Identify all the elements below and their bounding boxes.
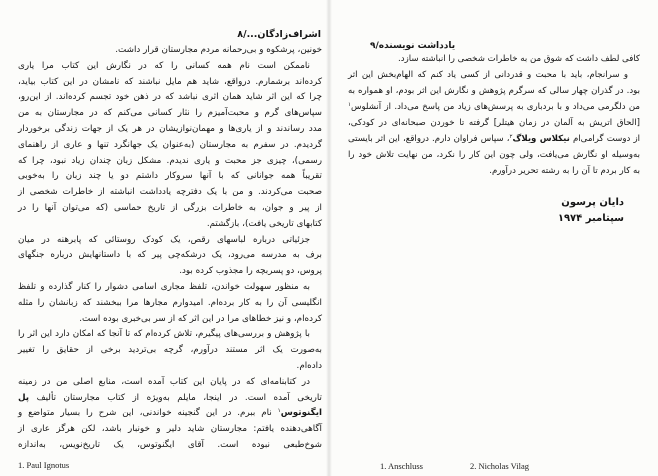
- line-text: صحبت می‌کردند. و من با یک دفترچه یادداشت انباشته از خاطرات شخصی از: [18, 187, 322, 198]
- emphasized-name: ایگنوتوس: [280, 408, 322, 419]
- line-text: سپاس‌های گرم و محبت‌آمیزم را نثار کسانی می‌کنم که در مجارستان به من: [18, 108, 322, 119]
- text-line: [18, 343, 322, 359]
- line-text: جزئیاتی درباره لباسهای رقص، یک کودک روستائی که پابرهنه در میان: [18, 234, 310, 245]
- text-line: [18, 233, 322, 249]
- line-text: رسمی)، چیزی جز محبت و یاری ندیدم. مشکل زبان چندان زیاد نبود، چرا که: [18, 155, 322, 166]
- line-text: گردیدم. در سفرم به مجارستان (به‌عنوان یک جهانگرد تنها و عاری از راهنمای: [18, 139, 322, 150]
- line-text: داده‌ام.: [296, 360, 322, 371]
- text-line: [18, 312, 322, 328]
- text-line: [18, 264, 322, 280]
- text-line: [18, 59, 322, 75]
- text-line: [348, 51, 640, 67]
- line-text: کافی لطف داشت که شوق من به خاطرات شخصی را انباشته سازد.: [398, 54, 640, 64]
- text-line: [18, 438, 322, 454]
- text-line: [18, 185, 322, 201]
- line-text: از پیر و جوان، به خاطرات بزرگی از تاریخ حماسی (که می‌توان آنها را در: [18, 202, 322, 213]
- right-page: [329, 0, 658, 476]
- line-text: و سرانجام، باید با محبت و قدردانی از کسی یاد کنم که الهام‌بخش این اثر: [348, 70, 628, 80]
- line-text: تقریباً همه جوانانی که با آنها سروکار داشتم دو یا چند زبان را به‌خوبی: [18, 171, 322, 182]
- paragraph: [18, 375, 322, 454]
- paragraph: [18, 59, 322, 233]
- line-text: [348, 134, 640, 144]
- text-run: نام ببرم. در این گنجینه خواندنی، این شرح را بسیار متواضع و: [18, 408, 278, 419]
- line-text: ناممکن است نام همه کسانی را که در نگارش این کتاب مرا یاری: [18, 60, 310, 71]
- paragraph: [348, 67, 640, 179]
- line-text: بود. در گذران چهار سالی که سرگرم پژوهش و نگارش این اثر بودم، او همواره به: [348, 86, 640, 96]
- running-head: اشراف‌زادگان.../۸: [237, 29, 321, 40]
- paragraph: [18, 43, 322, 59]
- line-text: مدد رساندند و از یاری‌ها و مهمان‌نوازیشان در هر یک از جهات زندگی برخوردار: [18, 123, 322, 134]
- line-text: کتابهای تاریخی یافت)، بازگشتم.: [206, 218, 322, 229]
- signature-name: دایان پرسون: [561, 197, 624, 208]
- text-line: [18, 248, 322, 264]
- line-text: کرده‌اند برشمارم. درواقع، شاید هم مایل نباشند که نامشان در این کتاب بیاید،: [18, 76, 322, 87]
- text-run: من دلگرمی می‌داد و با بردباری به پرسش‌های زیاد من پاسخ می‌داد. از آنشلوس: [351, 102, 640, 112]
- text-run: ، سپاس فراوان دارم. درواقع، این اثر بایستی: [348, 134, 510, 144]
- text-line: [18, 217, 322, 233]
- text-line: [18, 296, 322, 312]
- text-line: [348, 115, 640, 131]
- text-line: [348, 99, 640, 115]
- page-body: [348, 51, 640, 179]
- paragraph: [18, 327, 322, 374]
- text-line: [348, 147, 640, 163]
- line-text: چرا که این اثر شاید همان اثری نباشد که در ذهن خود تجسم کرده‌اند. از این‌رو،: [18, 92, 322, 103]
- text-line: [18, 154, 322, 170]
- emphasized-name: نیکلاس ویلاگ: [512, 134, 570, 144]
- line-text: آگاهی‌دهنده یافتم: مجارستان شاید دلیر و خونبار باشد، لکن هرگز عاری از: [18, 424, 322, 435]
- signature-date: سپتامبر ۱۹۷۴: [557, 213, 624, 224]
- text-line: [18, 422, 322, 438]
- text-line: [18, 391, 322, 407]
- paragraph: [18, 233, 322, 280]
- footnote: 1. Paul Ignotus: [18, 460, 70, 470]
- line-text: [18, 408, 322, 418]
- footnote-marker: ۱: [348, 101, 351, 108]
- text-line: [348, 163, 640, 179]
- line-text: در کتابنامه‌ای که در پایان این کتاب آمده است، منابع اصلی من در زمینه: [18, 376, 310, 387]
- footnote-marker: ۱: [277, 408, 281, 415]
- text-line: [18, 406, 322, 422]
- page-body: [18, 43, 322, 454]
- line-text: به منظور سهولت خواندن، تلفظ مجاری اسامی دشوار را کنار گذارده و تلفظ: [18, 281, 310, 292]
- line-text: [18, 393, 322, 403]
- line-text: [الحاق اتریش به آلمان در زمان هیتلر] گرفته تا خوردن صبحانه‌ای در کودکی،: [348, 118, 640, 128]
- footnote: 1. Anschluss: [380, 461, 423, 471]
- text-line: [18, 201, 322, 217]
- text-line: [18, 90, 322, 106]
- text-line: [18, 122, 322, 138]
- text-run: از دوست گرامی‌ام: [569, 134, 640, 144]
- line-text: برف به مدرسه می‌رود، یک درشکه‌چی پیر که با داستانهایش درباره جنگهای: [18, 250, 322, 261]
- text-line: [18, 43, 322, 59]
- text-line: [18, 169, 322, 185]
- line-text: با پژوهش و بررسی‌های پیگیرم، تلاش کرده‌ام که تا آنجا که امکان دارد این اثر را: [18, 329, 310, 340]
- running-head: یادداشت نویسنده/۹: [370, 41, 456, 51]
- line-text: پروس، دو پسربچه را مجذوب کرده بود.: [179, 266, 322, 277]
- text-line: [18, 327, 322, 343]
- text-line: [18, 375, 322, 391]
- paragraph: [18, 280, 322, 327]
- text-line: [18, 75, 322, 91]
- footnote-marker: ۲: [509, 133, 513, 140]
- text-line: [18, 138, 322, 154]
- line-text: انگلیسی آن را به کار برده‌ام. امیدوارم مجارها مرا ببخشند که زبانشان را مثله: [18, 297, 322, 308]
- line-text: به‌وسیله او نگارش می‌یافت، ولی چون این کار را نکرد، من نهایت تلاش خود را: [348, 150, 640, 160]
- text-line: [348, 67, 640, 83]
- line-text: خونین، پرشکوه و بی‌رحمانه مردم مجارستان قرار داشت.: [115, 45, 322, 55]
- footnote: 2. Nicholas Vilag: [470, 461, 530, 471]
- line-text: [348, 102, 640, 112]
- line-text: کرده‌ام، و نیز خطاهای مرا در این اثر که از سر بی‌خبری بوده است.: [79, 313, 322, 324]
- text-line: [18, 359, 322, 375]
- emphasized-name: پل: [18, 392, 30, 403]
- paragraph: [348, 51, 640, 67]
- line-text: شوخ‌طبعی نبوده است. آقای ایگنوتوس، یک تاریخ‌نویس، به‌اندازه: [18, 439, 322, 450]
- text-line: [348, 83, 640, 99]
- line-text: به کار بردم تا آن را به رشته تحریر درآورم.: [489, 166, 640, 176]
- line-text: به‌صورت یک اثر مستند درآورم، گرچه بی‌تردید برخی از حقایق را تغییر: [18, 345, 322, 356]
- text-line: [348, 131, 640, 147]
- text-line: [18, 280, 322, 296]
- text-run: تاریخی آمده است. در اینجا، مایلم به‌ویژه از کتاب مجارستان تألیف: [29, 392, 322, 403]
- text-line: [18, 106, 322, 122]
